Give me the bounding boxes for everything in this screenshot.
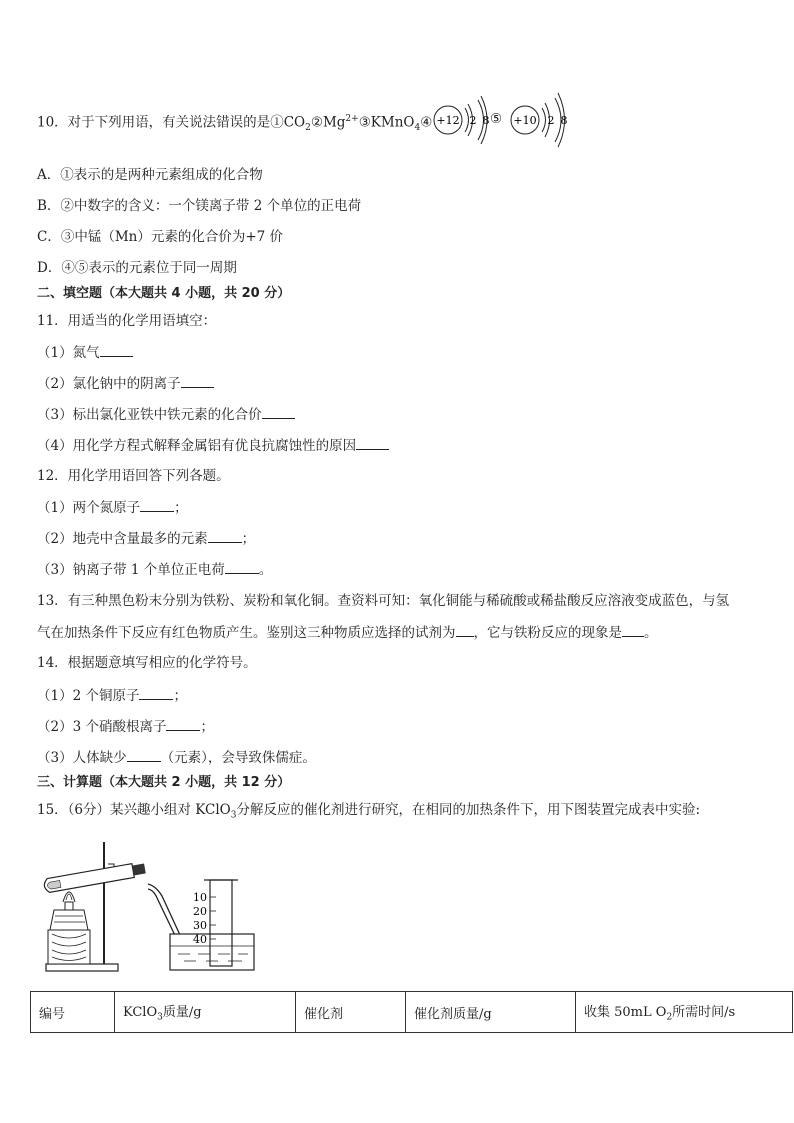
q10-option-a: A．①表示的是两种元素组成的化合物 <box>37 167 263 183</box>
q11-item-1: （1）氮气 <box>37 343 133 362</box>
q13-line-2: 气在加热条件下反应有红色物质产生。鉴别这三种物质应选择的试剂为 ，它与铁粉反应的现象是 。 <box>37 625 658 641</box>
atom4-nucleus: +12 <box>436 114 460 127</box>
atom5-shell2: 8 <box>560 114 568 127</box>
q10-option-d: D．④⑤表示的元素位于同一周期 <box>37 260 237 276</box>
q12-stem: 12．用化学用语回答下列各题。 <box>37 468 230 484</box>
q14-item-1: （1）2 个铜原子 ； <box>37 688 187 704</box>
q10-label-5: ⑤ <box>490 111 503 127</box>
col-header-catalyst: 催化剂 <box>296 992 406 1033</box>
answer-blank[interactable] <box>622 623 644 637</box>
answer-blank[interactable] <box>208 529 242 543</box>
q14-item-3: （3）人体缺少 （元素），会导致侏儒症。 <box>37 750 316 766</box>
col-header-number: 编号 <box>31 992 115 1033</box>
q12-item-3: （3）钠离子带 1 个单位正电荷 。 <box>37 562 273 578</box>
atom5-nucleus: +10 <box>513 114 537 127</box>
q10-stem: 10．对于下列用语，有关说法错误的是$①CO_2②Mg^{2+}③KMnO_4④$ <box>37 114 433 134</box>
atom-structure-diagram-4 <box>431 94 499 150</box>
answer-blank[interactable] <box>181 374 214 388</box>
col-header-collect-time: 收集 50mL $O_2$所需时间/s <box>576 992 793 1033</box>
q11-item-3: （3）标出氯化亚铁中铁元素的化合价 <box>37 405 295 424</box>
q14-item-2: （2）3 个硝酸根离子 ； <box>37 719 214 735</box>
atom4-shell1: 2 <box>469 114 477 127</box>
q10-option-c: C．③中锰（Mn）元素的化合价为+7 价 <box>37 229 284 245</box>
answer-blank[interactable] <box>166 717 200 731</box>
answer-blank[interactable] <box>139 686 173 700</box>
q11-item-4: （4）用化学方程式解释金属铝有优良抗腐蚀性的原因 <box>37 436 389 455</box>
atom-structure-diagram-5 <box>507 90 577 150</box>
q11-stem: 11．用适当的化学用语填空： <box>37 313 217 329</box>
section-heading-fill-in: 二、填空题（本大题共 4 小题，共 20 分） <box>37 286 291 301</box>
col-header-catalyst-mass: 催化剂质量/g <box>406 992 576 1033</box>
q15-stem: 15．（6分）某兴趣小组对 KClO$_3$分解反应的催化剂进行研究，在相同的加热条件下，用下图装置完成表中实验: <box>37 802 701 821</box>
scale-label: 40 <box>193 933 207 946</box>
experiment-apparatus-diagram <box>38 838 266 976</box>
answer-blank[interactable] <box>262 405 295 419</box>
scale-label: 10 <box>193 891 207 904</box>
answer-blank[interactable] <box>356 436 389 450</box>
q10-option-b: B．②中数字的含义：一个镁离子带 2 个单位的正电荷 <box>37 198 362 214</box>
q11-item-2: （2）氯化钠中的阴离子 <box>37 374 214 393</box>
atom5-shell1: 2 <box>547 114 555 127</box>
answer-blank[interactable] <box>100 343 133 357</box>
col-header-kclo3-mass: KClO$_3$质量/g <box>115 992 296 1033</box>
q12-item-1: （1）两个氮原子 ； <box>37 500 188 516</box>
atom4-shell2: 8 <box>482 114 490 127</box>
q14-stem: 14．根据题意填写相应的化学符号。 <box>37 655 257 671</box>
answer-blank[interactable] <box>127 748 161 762</box>
scale-label: 30 <box>193 919 207 932</box>
q13-line-1: 13．有三种黑色粉末分别为铁粉、炭粉和氧化铜。查资料可知：氧化铜能与稀硫酸或稀盐酸反应溶液变成蓝色，与氢 <box>37 593 730 609</box>
section-heading-calculation: 三、计算题（本大题共 2 小题，共 12 分） <box>37 775 291 790</box>
answer-blank[interactable] <box>225 560 259 574</box>
scale-label: 20 <box>193 905 207 918</box>
answer-blank[interactable] <box>140 498 174 512</box>
experiment-data-table <box>30 991 793 1033</box>
q12-item-2: （2）地壳中含量最多的元素 ； <box>37 531 256 547</box>
table-header-row <box>31 992 793 1033</box>
answer-blank[interactable] <box>456 623 474 637</box>
